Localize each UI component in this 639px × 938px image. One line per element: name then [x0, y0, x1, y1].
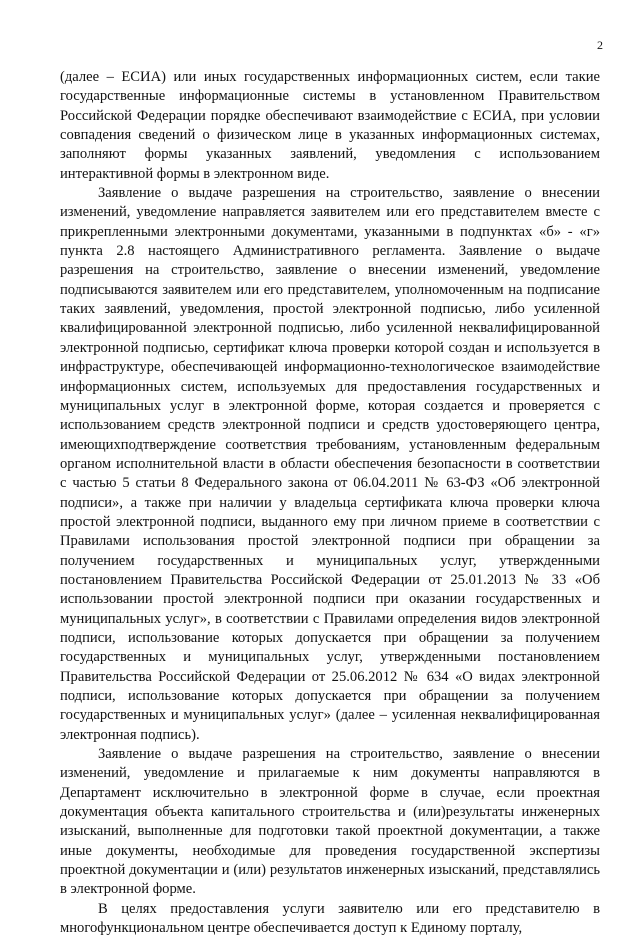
- paragraph-esia-forms: (далее – ЕСИА) или иных государственных информационных систем, если такие государственные информационные системы в установленном Правительством Российской Федерации порядке обеспечивают взаимодействие с ЕСИА, при условии совпадения сведений о физическом лице в указанных информационных системах, заполняют формы указанных заявлений, уведомления с использованием интерактивной формы в электронном виде.: [60, 69, 600, 182]
- document-body: [60, 68, 600, 938]
- paragraph-mfc-access: В целях предоставления услуги заявителю или его представителю в многофункциональном центре обеспечивается доступ к Единому порталу,: [60, 900, 600, 937]
- paragraph-application-signing: Заявление о выдаче разрешения на строительство, заявление о внесении изменений, уведомление направляется заявителем или его представителем вместе с прикрепленными электронными документами, указанными в подпунктах «б» - «г» пункта 2.8 настоящего Административного регламента. Заявление о выдаче разрешения на строительство, заявление о внесении изменений, уведомление подписываются заявителем или его представителем, уполномоченным на подписание таких заявлений, уведомления, простой электронной подписью, либо усиленной квалифицированной электронной подписью, либо усиленной неквалифицированной электронной подписью, сертификат ключа проверки которой создан и используется в инфраструктуре, обеспечивающей информационно-технологическое взаимодействие информационных систем, используемых для предоставления государственных и муниципальных услуг в электронной форме, которая создается и проверяется с использованием средств электронной подписи и средств удостоверяющего центра, имеющихподтверждение соответствия требованиям, установленным федеральным органом исполнительной власти в области обеспечения безопасности в соответствии с частью 5 статьи 8 Федерального закона от 06.04.2011 № 63-ФЗ «Об электронной подписи», а также при наличии у владельца сертификата ключа проверки ключа простой электронной подписи, выданного ему при личном приеме в соответствии с Правилами использования простой электронной подписи при обращении за получением государственных и муниципальных услуг, утвержденными постановлением Правительства Российской Федерации от 25.01.2013 № 33 «Об использовании простой электронной подписи при оказании государственных и муниципальных услуг», в соответствии с Правилами определения видов электронной подписи, использование которых допускается при обращении за получением государственных и муниципальных услуг, утвержденными постановлением Правительства Российской Федерации от 25.06.2012 № 634 «О видах электронной подписи, использование которых допускается при обращении за получением государственных и муниципальных услуг» (далее – усиленная неквалифицированная электронная подпись).: [60, 185, 600, 743]
- paragraph-electronic-submission: Заявление о выдаче разрешения на строительство, заявление о внесении изменений, уведомление и прилагаемые к ним документы направляются в Департамент исключительно в электронной форме в случае, если проектная документация объекта капитального строительства и (или)результаты инженерных изысканий, выполненные для подготовки такой проектной документации, а также иные документы, необходимые для проведения государственной экспертизы проектной документации и (или) результатов инженерных изысканий, представлялись в электронной форме.: [60, 746, 600, 898]
- page-number: 2: [597, 38, 603, 52]
